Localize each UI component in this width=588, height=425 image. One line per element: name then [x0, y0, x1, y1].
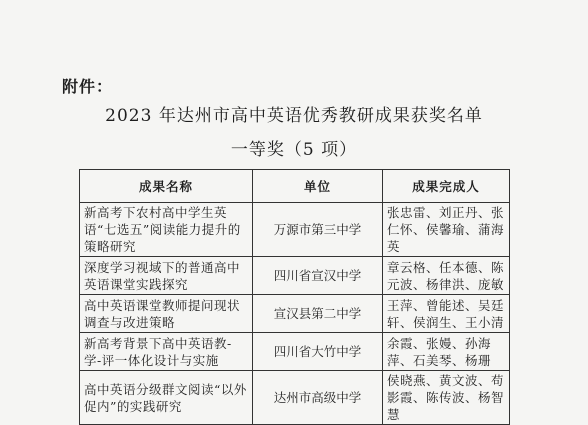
award-table — [79, 169, 510, 425]
contributors: 余霞、张嫚、孙海萍、石美琴、杨珊 — [383, 333, 510, 371]
achievement-name: 深度学习视域下的普通高中英语课堂实践探究 — [80, 257, 253, 295]
table-row — [80, 257, 510, 295]
document-title: 2023 年达州市高中英语优秀教研成果获奖名单 — [105, 106, 483, 126]
achievement-name: 新高考下农村高中学生英语“七选五”阅读能力提升的策略研究 — [80, 203, 253, 257]
achievement-name: 高中英语分级群文阅读“以外促内”的实践研究 — [80, 371, 253, 425]
contributors: 王萍、曾能述、吴廷轩、侯润生、王小清 — [383, 295, 510, 333]
table-header-row — [80, 170, 510, 203]
header-contributors: 成果完成人 — [383, 170, 510, 203]
unit-name: 宣汉县第二中学 — [253, 295, 383, 333]
table-row — [80, 295, 510, 333]
achievement-name: 新高考背景下高中英语教-学-评一体化设计与实施 — [80, 333, 253, 371]
contributors: 章云格、任本德、陈元波、杨律洪、庞敏 — [383, 257, 510, 295]
unit-name: 四川省宣汉中学 — [253, 257, 383, 295]
unit-name: 四川省大竹中学 — [253, 333, 383, 371]
achievement-name: 高中英语课堂教师提问现状调查与改进策略 — [80, 295, 253, 333]
header-achievement-name: 成果名称 — [80, 170, 253, 203]
unit-name: 万源市第三中学 — [253, 203, 383, 257]
contributors: 侯晓燕、黄文波、苟影霞、陈传波、杨智慧 — [383, 371, 510, 425]
header-unit: 单位 — [253, 170, 383, 203]
attachment-label: 附件： — [62, 77, 114, 96]
table-row — [80, 333, 510, 371]
table-row — [80, 371, 510, 425]
award-level-heading: 一等奖（5 项） — [230, 140, 358, 160]
contributors: 张忠雷、刘正丹、张仁怀、侯馨瑜、蒲海英 — [383, 203, 510, 257]
table-row — [80, 203, 510, 257]
unit-name: 达州市高级中学 — [253, 371, 383, 425]
